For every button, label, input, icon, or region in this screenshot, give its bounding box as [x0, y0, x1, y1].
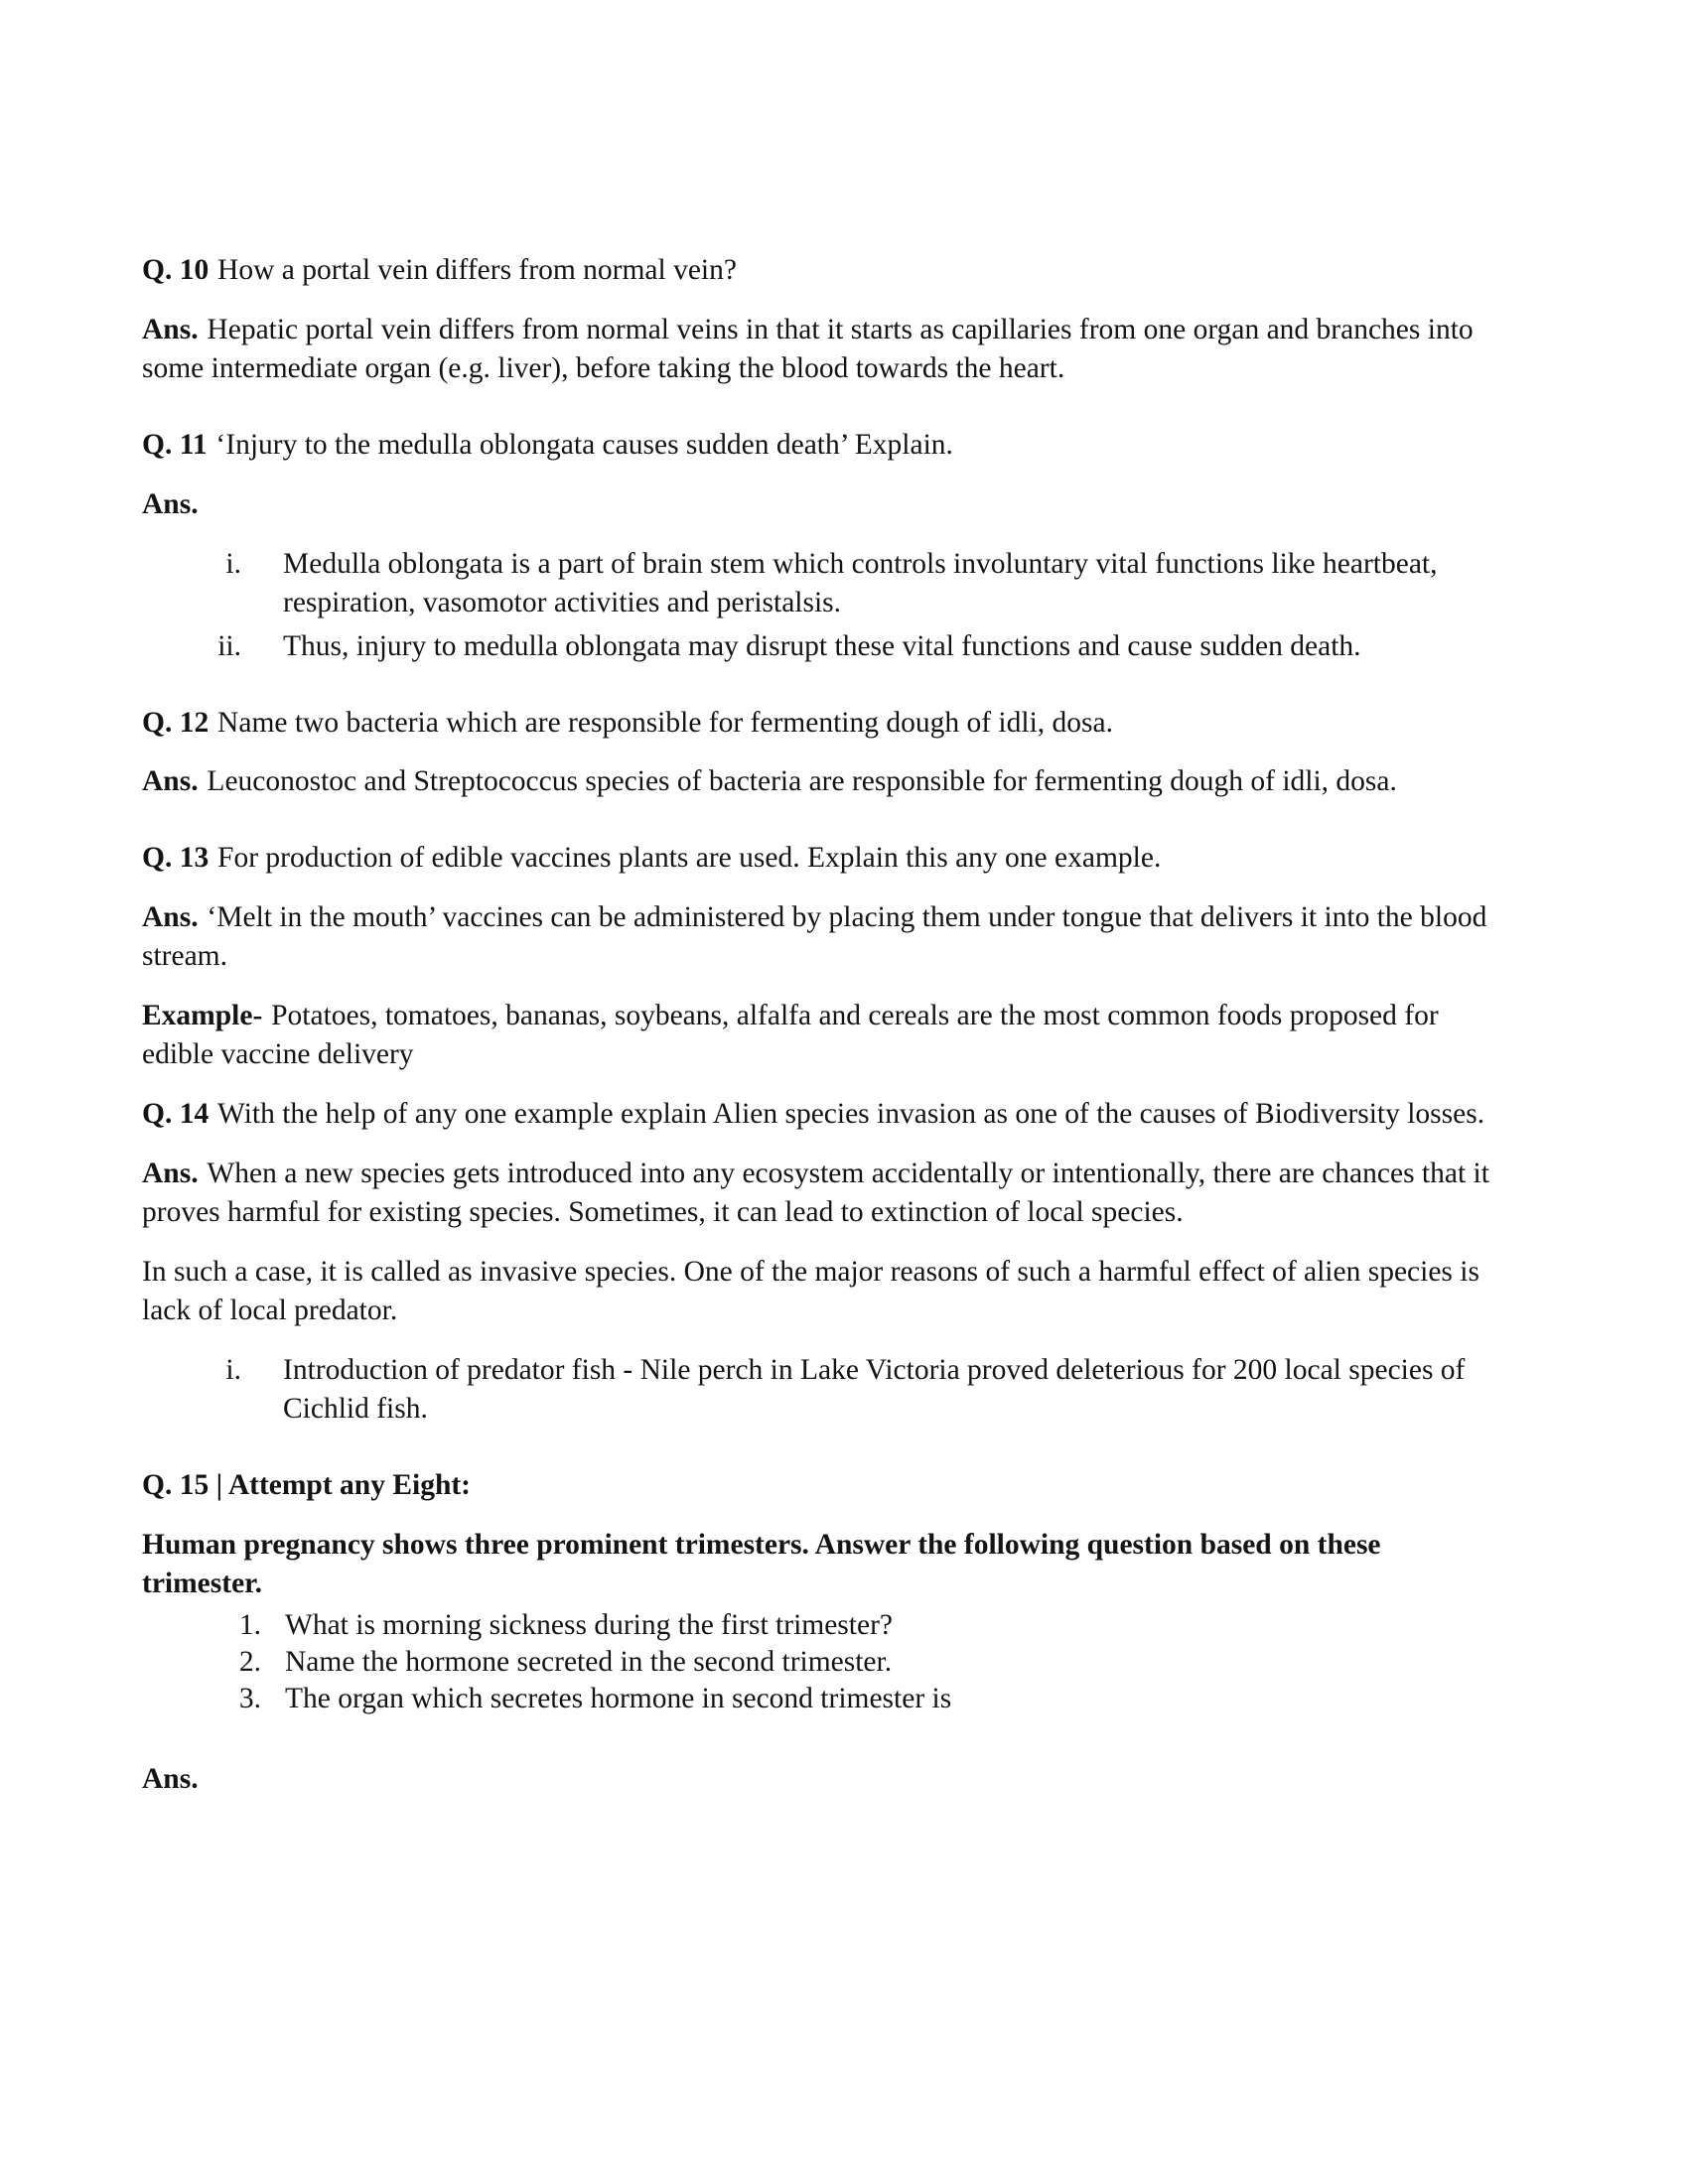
question-15-label: Q. 15 | Attempt any Eight:	[142, 1468, 471, 1501]
question-11	[142, 426, 1489, 465]
question-13-label: Q. 13	[142, 842, 210, 875]
question-15-statement-text: Human pregnancy shows three prominent trimesters. Answer the following question based on these trimester.	[142, 1528, 1381, 1599]
answer-12-text: Leuconostoc and Streptococcus species of bacteria are responsible for fermenting dough of idli, dosa.	[207, 765, 1397, 798]
question-10-label: Q. 10	[142, 254, 210, 286]
answer-11-label: Ans.	[142, 487, 199, 520]
question-14	[142, 1095, 1489, 1134]
question-14-text: With the help of any one example explain Alien species invasion as one of the causes of Biodiversity losses.	[217, 1098, 1485, 1131]
list-item-text: What is morning sickness during the first trimester?	[285, 1609, 893, 1642]
question-10-text: How a portal vein differs from normal vein?	[217, 254, 737, 286]
answer-11-roman-list	[142, 545, 1489, 666]
answer-10-label: Ans.	[142, 313, 199, 345]
list-marker: ii.	[217, 629, 241, 662]
example-text: Potatoes, tomatoes, bananas, soybeans, alfalfa and cereals are the most common foods proposed for edible vaccine delivery	[142, 1000, 1439, 1071]
question-11-text: ‘Injury to the medulla oblongata causes sudden death’ Explain.	[215, 428, 953, 461]
answer-14-roman-list	[142, 1351, 1489, 1429]
question-12-label: Q. 12	[142, 706, 210, 739]
list-marker: 2.	[238, 1646, 261, 1679]
list-item-text: Thus, injury to medulla oblongata may disrupt these vital functions and cause sudden death.	[283, 629, 1361, 662]
list-marker: 3.	[238, 1683, 261, 1715]
list-item-text: Medulla oblongata is a part of brain stem which controls involuntary vital functions like heartbeat, respiration, vasomotor activities and peristalsis.	[283, 547, 1438, 618]
answer-13	[142, 898, 1489, 976]
list-item-text: Introduction of predator fish - Nile perch in Lake Victoria proved deleterious for 200 local species of Cichlid fish.	[283, 1353, 1466, 1425]
answer-10-text: Hepatic portal vein differs from normal veins in that it starts as capillaries from one organ and branches into some intermediate organ (e.g. liver), before taking the blood towards the heart.	[142, 313, 1474, 384]
list-marker: i.	[225, 1353, 241, 1386]
list-marker: 1.	[238, 1609, 261, 1642]
answer-15-label: Ans.	[142, 1762, 199, 1795]
answer-12-label: Ans.	[142, 765, 199, 798]
question-10	[142, 251, 1489, 290]
example-label: Example-	[142, 1000, 263, 1032]
list-item	[142, 1351, 1489, 1429]
list-item-text: Name the hormone secreted in the second trimester.	[285, 1646, 893, 1679]
answer-14-text: When a new species gets introduced into any ecosystem accidentally or intentionally, there are chances that it proves harmful for existing species. Sometimes, it can lead to extinction of local species.	[142, 1158, 1489, 1228]
question-13-text: For production of edible vaccines plants are used. Explain this any one example.	[217, 842, 1162, 875]
question-15-numbered-list	[142, 1608, 1489, 1715]
question-13	[142, 839, 1489, 878]
answer-14-label: Ans.	[142, 1158, 199, 1189]
list-item	[142, 627, 1489, 666]
answer-13-label: Ans.	[142, 901, 199, 934]
answer-12	[142, 762, 1489, 801]
answer-13-text: ‘Melt in the mouth’ vaccines can be administered by placing them under tongue that delivers it into the blood stream.	[142, 901, 1487, 973]
answer-14-continued-text: In such a case, it is called as invasive species. One of the major reasons of such a harmful effect of alien species is lack of local predator.	[142, 1255, 1479, 1326]
answer-14-continued	[142, 1253, 1489, 1330]
question-11-label: Q. 11	[142, 428, 208, 461]
question-12	[142, 704, 1489, 743]
question-15-heading	[142, 1466, 1489, 1505]
answer-10	[142, 311, 1489, 388]
question-12-text: Name two bacteria which are responsible for fermenting dough of idli, dosa.	[217, 706, 1113, 739]
list-item	[142, 1645, 1489, 1680]
answer-11-label-line	[142, 485, 1489, 524]
list-item-text: The organ which secretes hormone in second trimester is	[285, 1683, 952, 1715]
question-14-label: Q. 14	[142, 1098, 210, 1131]
question-15-statement	[142, 1526, 1489, 1603]
example-paragraph	[142, 997, 1489, 1074]
list-item	[142, 1682, 1489, 1716]
list-item	[142, 545, 1489, 622]
list-marker: i.	[225, 547, 241, 580]
answer-15-label-line	[142, 1760, 1489, 1799]
list-item	[142, 1608, 1489, 1643]
answer-14	[142, 1155, 1489, 1232]
